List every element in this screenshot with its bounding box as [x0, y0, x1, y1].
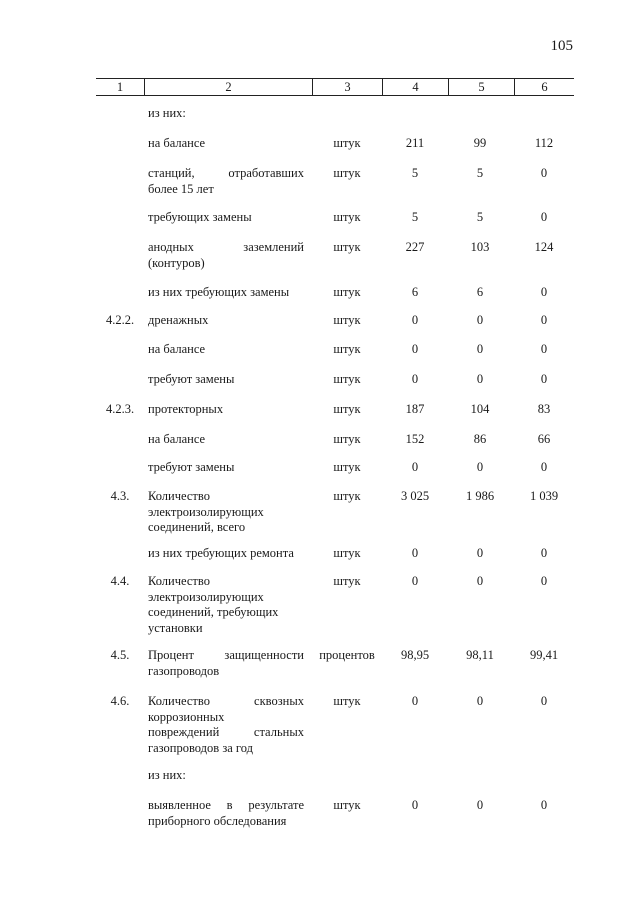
row-description: [148, 402, 304, 418]
row-value-col4: 98,95: [400, 648, 430, 662]
row-value-col4: 0: [411, 372, 419, 386]
row-description: [148, 240, 304, 271]
row-unit: штук: [333, 574, 361, 588]
row-value-col4: 6: [411, 285, 419, 299]
row-number: 4.5.: [110, 648, 130, 662]
row-value-col4: 211: [405, 136, 425, 150]
row-value-col5: 0: [476, 798, 484, 812]
header-col-4: 4: [382, 79, 448, 95]
row-description: [148, 166, 304, 197]
row-description: [148, 136, 304, 152]
row-unit: штук: [333, 210, 361, 224]
header-col-2: 2: [144, 79, 312, 95]
row-value-col6: 0: [540, 798, 548, 812]
row-value-col6: 0: [540, 460, 548, 474]
row-description: [148, 210, 304, 226]
row-description: [148, 460, 304, 476]
row-description: [148, 798, 304, 829]
row-value-col5: 6: [476, 285, 484, 299]
row-value-col6: 112: [534, 136, 554, 150]
row-value-col5: 0: [476, 546, 484, 560]
row-value-col6: 0: [540, 166, 548, 180]
description-line: требуют замены: [148, 460, 235, 474]
row-value-col6: 99,41: [529, 648, 559, 662]
row-unit: штук: [333, 166, 361, 180]
row-value-col6: 124: [534, 240, 554, 254]
row-value-col4: 0: [411, 460, 419, 474]
row-value-col5: 0: [476, 694, 484, 708]
row-unit: штук: [333, 342, 361, 356]
row-value-col4: 5: [411, 210, 419, 224]
row-value-col5: 0: [476, 313, 484, 327]
row-value-col5: 5: [476, 210, 484, 224]
row-value-col5: 1 986: [465, 489, 495, 503]
row-description: [148, 489, 304, 536]
row-value-col5: 86: [473, 432, 487, 446]
description-line: дренажных: [148, 313, 209, 327]
row-value-col6: 1 039: [529, 489, 559, 503]
description-line: коррозионных: [148, 709, 225, 724]
row-value-col5: 0: [476, 460, 484, 474]
row-value-col4: 0: [411, 574, 419, 588]
row-value-col6: 0: [540, 285, 548, 299]
row-value-col5: 98,11: [466, 648, 494, 662]
description-line: газопроводов за год: [148, 740, 253, 755]
description-line: соединений, требующих: [148, 605, 279, 620]
row-description: [148, 342, 304, 358]
row-unit: штук: [333, 240, 361, 254]
description-line: протекторных: [148, 402, 224, 416]
row-description: [148, 432, 304, 448]
row-value-col6: 0: [540, 210, 548, 224]
row-value-col6: 0: [540, 342, 548, 356]
row-value-col6: 0: [540, 574, 548, 588]
description-line: из них:: [148, 106, 186, 120]
row-unit: штук: [333, 402, 361, 416]
row-number: 4.6.: [110, 694, 130, 708]
description-line: требуют замены: [148, 372, 235, 386]
description-line: приборного обследования: [148, 813, 287, 828]
row-unit: штук: [333, 372, 361, 386]
row-unit: штук: [333, 798, 361, 812]
description-line: из них требующих замены: [148, 285, 290, 299]
row-value-col5: 5: [476, 166, 484, 180]
row-value-col4: 0: [411, 313, 419, 327]
header-col-3: 3: [312, 79, 382, 95]
row-description: [148, 285, 304, 301]
row-value-col4: 0: [411, 694, 419, 708]
row-value-col5: 0: [476, 372, 484, 386]
header-col-1: 1: [116, 80, 124, 94]
row-value-col6: 66: [537, 432, 551, 446]
description-line: установки: [148, 620, 203, 635]
row-unit: процентов: [319, 648, 375, 662]
description-line: анодных заземлений: [148, 240, 304, 254]
row-value-col4: 187: [405, 402, 425, 416]
page-number: 105: [550, 38, 573, 54]
row-value-col4: 0: [411, 546, 419, 560]
description-line: требующих замены: [148, 210, 252, 224]
row-value-col5: 103: [470, 240, 490, 254]
row-number: 4.2.3.: [105, 402, 135, 416]
row-description: [148, 546, 304, 562]
description-line: (контуров): [148, 255, 205, 270]
row-unit: штук: [333, 313, 361, 327]
description-line: более 15 лет: [148, 181, 214, 196]
row-unit: штук: [333, 489, 361, 503]
header-col-6: 6: [514, 79, 574, 95]
row-value-col6: 0: [540, 694, 548, 708]
description-line: станций, отработавших: [148, 166, 304, 180]
description-line: электроизолирующих: [148, 589, 264, 604]
description-line: Количество сквозных: [148, 694, 304, 708]
row-unit: штук: [333, 694, 361, 708]
row-description: [148, 694, 304, 756]
row-value-col4: 152: [405, 432, 425, 446]
row-value-col4: 227: [405, 240, 425, 254]
row-number: 4.4.: [110, 574, 130, 588]
row-value-col4: 0: [411, 342, 419, 356]
row-description: [148, 106, 304, 122]
row-value-col6: 0: [540, 313, 548, 327]
row-description: [148, 372, 304, 388]
description-line: Количество: [148, 574, 210, 588]
row-value-col5: 0: [476, 574, 484, 588]
row-value-col5: 104: [470, 402, 490, 416]
row-value-col5: 99: [473, 136, 487, 150]
row-value-col4: 0: [411, 798, 419, 812]
description-line: соединений, всего: [148, 520, 246, 535]
description-line: из них:: [148, 768, 186, 782]
row-number: 4.3.: [110, 489, 130, 503]
row-unit: штук: [333, 285, 361, 299]
header-col-5: 5: [448, 79, 514, 95]
row-value-col4: 3 025: [400, 489, 430, 503]
row-value-col5: 0: [476, 342, 484, 356]
row-unit: штук: [333, 546, 361, 560]
row-description: [148, 574, 304, 636]
description-line: на балансе: [148, 432, 206, 446]
row-value-col6: 0: [540, 372, 548, 386]
description-line: из них требующих ремонта: [148, 546, 294, 560]
row-description: [148, 768, 304, 784]
row-description: [148, 313, 304, 329]
description-line: Процент защищенности: [148, 648, 304, 662]
description-line: на балансе: [148, 342, 206, 356]
table-header: [96, 78, 574, 96]
row-description: [148, 648, 304, 679]
row-unit: штук: [333, 136, 361, 150]
row-unit: штук: [333, 432, 361, 446]
description-line: на балансе: [148, 136, 206, 150]
description-line: Количество: [148, 489, 210, 503]
row-value-col6: 83: [537, 402, 551, 416]
description-line: выявленное в результате: [148, 798, 304, 812]
description-line: повреждений стальных: [148, 725, 304, 740]
row-value-col4: 5: [411, 166, 419, 180]
description-line: газопроводов: [148, 663, 220, 678]
row-number: 4.2.2.: [105, 313, 135, 327]
row-value-col6: 0: [540, 546, 548, 560]
row-unit: штук: [333, 460, 361, 474]
description-line: электроизолирующих: [148, 504, 264, 519]
